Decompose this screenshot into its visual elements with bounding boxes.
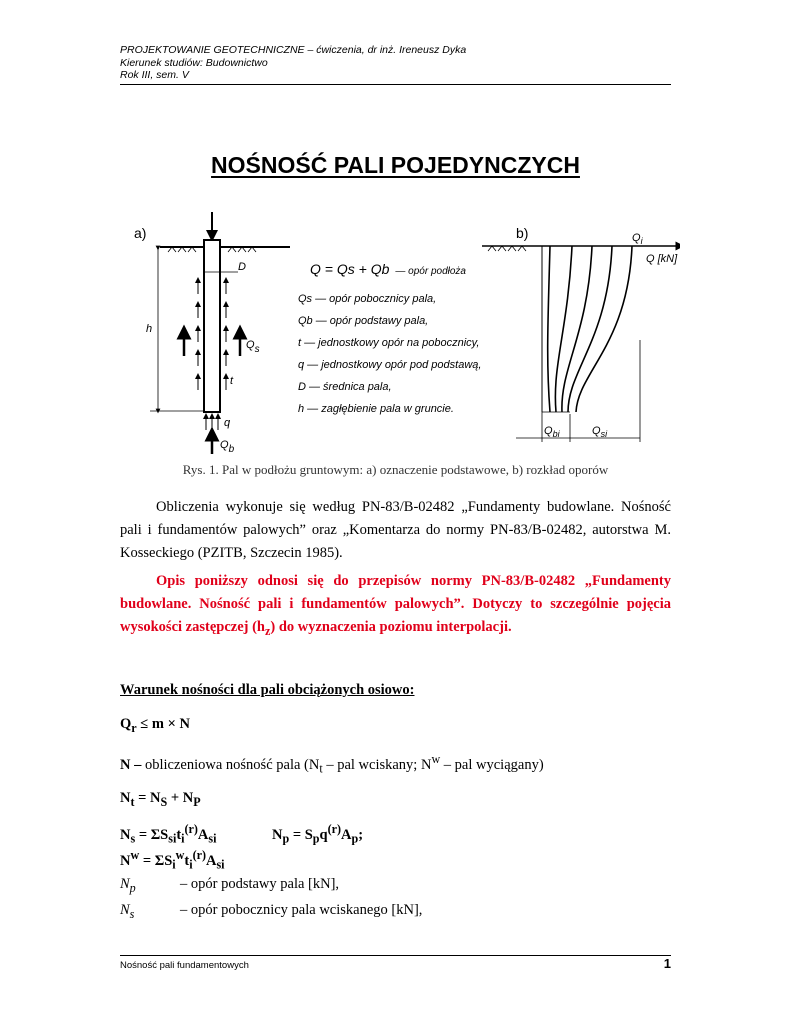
svg-text:Qs — opór pobocznicy pala,: Qs — opór pobocznicy pala, bbox=[298, 293, 437, 305]
label-q: q bbox=[224, 417, 231, 429]
svg-text:Qb — opór podstawy pala,: Qb — opór podstawy pala, bbox=[298, 315, 429, 327]
pile bbox=[204, 240, 220, 412]
page-header bbox=[120, 44, 671, 82]
def-np-text: – opór podstawy pala [kN], bbox=[180, 876, 340, 892]
page-title: NOŚNOŚĆ PALI POJEDYNCZYCH bbox=[211, 152, 580, 178]
header-year: Rok III, sem. V bbox=[120, 69, 189, 81]
label-a: a) bbox=[134, 225, 147, 241]
resistance-curves bbox=[548, 246, 632, 412]
def-np: $N_p$ bbox=[120, 876, 136, 895]
page-number: 1 bbox=[663, 956, 671, 971]
label-d: D bbox=[238, 261, 246, 273]
eq-nt: $N_t = N_S + N_P$ bbox=[120, 790, 201, 809]
footer-rule bbox=[120, 955, 671, 956]
def-ns: $N_s$ bbox=[120, 902, 135, 921]
label-qsi: $Q_{si}$ bbox=[592, 425, 608, 439]
label-qi: $Q_i$ bbox=[632, 232, 643, 246]
header-course: PROJEKTOWANIE GEOTECHNICZNE – ćwiczenia, dr inż. Ireneusz Dyka bbox=[120, 44, 467, 56]
condition-formula: $Q_r \le m \times N$ bbox=[120, 716, 190, 735]
page-footer: Nośność pali fundamentowych bbox=[120, 960, 249, 971]
svg-text:q — jednostkowy opór pod podst: q — jednostkowy opór pod podstawą, bbox=[298, 359, 482, 371]
bottom-dims bbox=[516, 340, 640, 442]
label-qb: Qb bbox=[220, 439, 235, 455]
base-arrows bbox=[206, 416, 218, 430]
header-rule bbox=[120, 84, 671, 85]
label-q-axis: Q [kN] bbox=[646, 253, 678, 265]
label-b: b) bbox=[516, 225, 529, 241]
n-definition: N – obliczeniowa nośność pala ($N_t$ – pal wciskany; $N^w$ – pal wyciągany) bbox=[120, 752, 544, 776]
eq-nw: $N^w = \Sigma S_i^wt_i^{(r)}A_{si}$ bbox=[120, 848, 225, 872]
eq-ns: $N_s = \Sigma S_{si}t_i^{(r)}A_{si}$ bbox=[120, 822, 217, 846]
svg-text:h — zagłębienie pala w gruncie: h — zagłębienie pala w gruncie. bbox=[298, 403, 454, 415]
pile-figure bbox=[120, 210, 680, 460]
header-field: Kierunek studiów: Budownictwo bbox=[120, 56, 268, 69]
intro-paragraph: Obliczenia wykonuje się według PN-83/B-02482 „Fundamenty budowlane. Nośność pali i fundamentów palowych” oraz „Komentarza do normy PN-83/B-02482, autorstwa M. Kosseckiego (PZITB, Szczecin 1985). bbox=[120, 499, 671, 561]
label-qs: Qs bbox=[246, 339, 260, 355]
svg-text:t — jednostkowy opór na pobocz: t — jednostkowy opór na pobocznicy, bbox=[298, 337, 480, 349]
label-t: t bbox=[230, 375, 234, 387]
label-qbi: $Q_{bi}$ bbox=[544, 425, 560, 439]
figure-caption: Rys. 1. Pal w podłożu gruntowym: a) oznaczenie podstawowe, b) rozkład oporów bbox=[182, 462, 609, 477]
legend bbox=[298, 293, 481, 415]
section-heading: Warunek nośności dla pali obciążonych osiowo: bbox=[120, 682, 415, 698]
formula: Q = Qs + Qb — opór podłoża bbox=[310, 261, 466, 277]
label-h: h bbox=[146, 323, 153, 335]
eq-np: $N_p = S_pq^{(r)}A_p$; bbox=[272, 822, 364, 846]
note-paragraph: Opis poniższy odnosi się do przepisów normy PN-83/B-02482 „Fundamenty budowlane. Nośność pali i fundamentów palowych”. Dotyczy to szczególnie pojęcia wysokości zastępczej $(h_z)$ do wyznaczenia poziomu interpolacji. bbox=[120, 573, 671, 638]
def-ns-text: – opór pobocznicy pala wciskanego [kN], bbox=[180, 902, 423, 918]
svg-text:D — średnica pala,: D — średnica pala, bbox=[298, 381, 392, 393]
